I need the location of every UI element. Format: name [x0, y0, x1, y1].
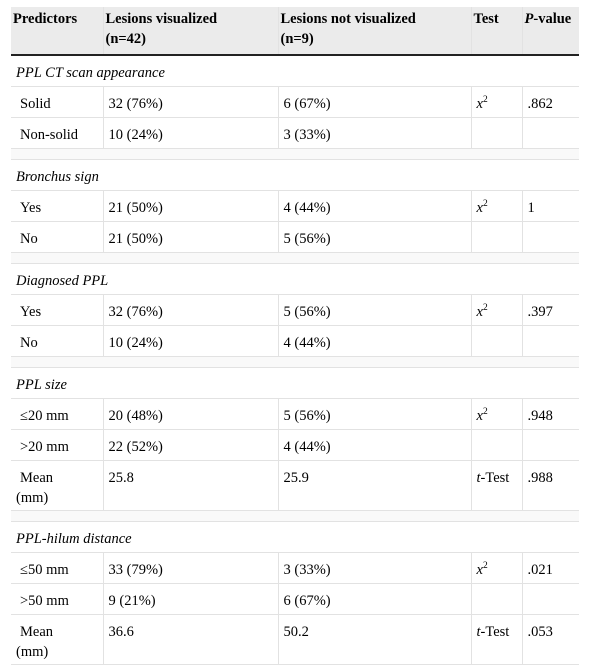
- cell-visualized: 33 (79%): [103, 552, 278, 583]
- cell-test: t-Test: [471, 460, 522, 510]
- header-test: Test: [471, 7, 522, 55]
- cell-p-value: .862: [522, 86, 579, 117]
- cell-p-value: 1: [522, 190, 579, 221]
- section-title: PPL CT scan appearance: [11, 55, 579, 86]
- cell-test: [471, 429, 522, 460]
- cell-p-value: .397: [522, 294, 579, 325]
- section-title-row: [11, 55, 579, 86]
- row-label: Yes: [11, 190, 103, 221]
- cell-not-visualized: 25.9: [278, 460, 471, 510]
- row-label: No: [11, 325, 103, 356]
- table-row: [11, 583, 579, 614]
- row-label: Non-solid: [11, 117, 103, 148]
- table-row: [11, 294, 579, 325]
- cell-not-visualized: 4 (44%): [278, 325, 471, 356]
- cell-p-value: [522, 583, 579, 614]
- cell-not-visualized: 3 (33%): [278, 117, 471, 148]
- cell-visualized: 25.8: [103, 460, 278, 510]
- section-title: PPL-hilum distance: [11, 521, 579, 552]
- cell-p-value: .021: [522, 552, 579, 583]
- row-label: ≤20 mm: [11, 398, 103, 429]
- row-label: >50 mm: [11, 583, 103, 614]
- section-spacer: [11, 148, 579, 159]
- cell-test: [471, 221, 522, 252]
- cell-not-visualized: 50.2: [278, 614, 471, 664]
- cell-p-value: .053: [522, 614, 579, 664]
- cell-not-visualized: 4 (44%): [278, 429, 471, 460]
- cell-test: [471, 583, 522, 614]
- cell-not-visualized: 4 (44%): [278, 190, 471, 221]
- cell-p-value: .948: [522, 398, 579, 429]
- cell-visualized: 32 (76%): [103, 86, 278, 117]
- cell-not-visualized: 5 (56%): [278, 294, 471, 325]
- row-label: Mean (mm): [11, 614, 103, 664]
- cell-not-visualized: 5 (56%): [278, 398, 471, 429]
- cell-not-visualized: 5 (56%): [278, 221, 471, 252]
- cell-test: $x^2$: [471, 86, 522, 117]
- cell-visualized: 10 (24%): [103, 117, 278, 148]
- cell-visualized: 32 (76%): [103, 294, 278, 325]
- cell-p-value: [522, 221, 579, 252]
- cell-p-value: [522, 117, 579, 148]
- table-row: [11, 429, 579, 460]
- cell-not-visualized: 6 (67%): [278, 86, 471, 117]
- header-predictors: Predictors: [11, 7, 103, 55]
- table-row: [11, 325, 579, 356]
- section-title-row: [11, 367, 579, 398]
- row-label: No: [11, 221, 103, 252]
- section-title-row: [11, 521, 579, 552]
- cell-visualized: 10 (24%): [103, 325, 278, 356]
- cell-test: $x^2$: [471, 190, 522, 221]
- cell-test: $x^2$: [471, 552, 522, 583]
- cell-visualized: 9 (21%): [103, 583, 278, 614]
- cell-visualized: 21 (50%): [103, 221, 278, 252]
- table-row: [11, 398, 579, 429]
- cell-visualized: 21 (50%): [103, 190, 278, 221]
- section-title: PPL size: [11, 367, 579, 398]
- section-title-row: [11, 159, 579, 190]
- cell-test: [471, 117, 522, 148]
- section-spacer: [11, 252, 579, 263]
- cell-test: [471, 325, 522, 356]
- cell-not-visualized: 6 (67%): [278, 583, 471, 614]
- row-label: >20 mm: [11, 429, 103, 460]
- cell-visualized: 36.6: [103, 614, 278, 664]
- section-title: Bronchus sign: [11, 159, 579, 190]
- table-row: [11, 117, 579, 148]
- cell-p-value: [522, 429, 579, 460]
- table-row: [11, 614, 579, 664]
- cell-p-value: [522, 325, 579, 356]
- cell-test: t-Test: [471, 614, 522, 664]
- cell-visualized: 22 (52%): [103, 429, 278, 460]
- section-title: Diagnosed PPL: [11, 263, 579, 294]
- row-label: Mean (mm): [11, 460, 103, 510]
- table-row: [11, 552, 579, 583]
- section-spacer: [11, 510, 579, 521]
- header-lesions-not-visualized: Lesions not visualized (n=9): [278, 7, 471, 55]
- cell-p-value: .988: [522, 460, 579, 510]
- header-lesions-visualized: Lesions visualized (n=42): [103, 7, 278, 55]
- header-p-value: P-value: [522, 7, 579, 55]
- row-label: ≤50 mm: [11, 552, 103, 583]
- predictors-table: [11, 7, 579, 665]
- section-spacer: [11, 356, 579, 367]
- cell-visualized: 20 (48%): [103, 398, 278, 429]
- table-row: [11, 221, 579, 252]
- table-row: [11, 190, 579, 221]
- table-row: [11, 86, 579, 117]
- row-label: Yes: [11, 294, 103, 325]
- table-header-row: [11, 7, 579, 55]
- cell-not-visualized: 3 (33%): [278, 552, 471, 583]
- section-title-row: [11, 263, 579, 294]
- table-row: [11, 460, 579, 510]
- row-label: Solid: [11, 86, 103, 117]
- cell-test: $x^2$: [471, 294, 522, 325]
- cell-test: $x^2$: [471, 398, 522, 429]
